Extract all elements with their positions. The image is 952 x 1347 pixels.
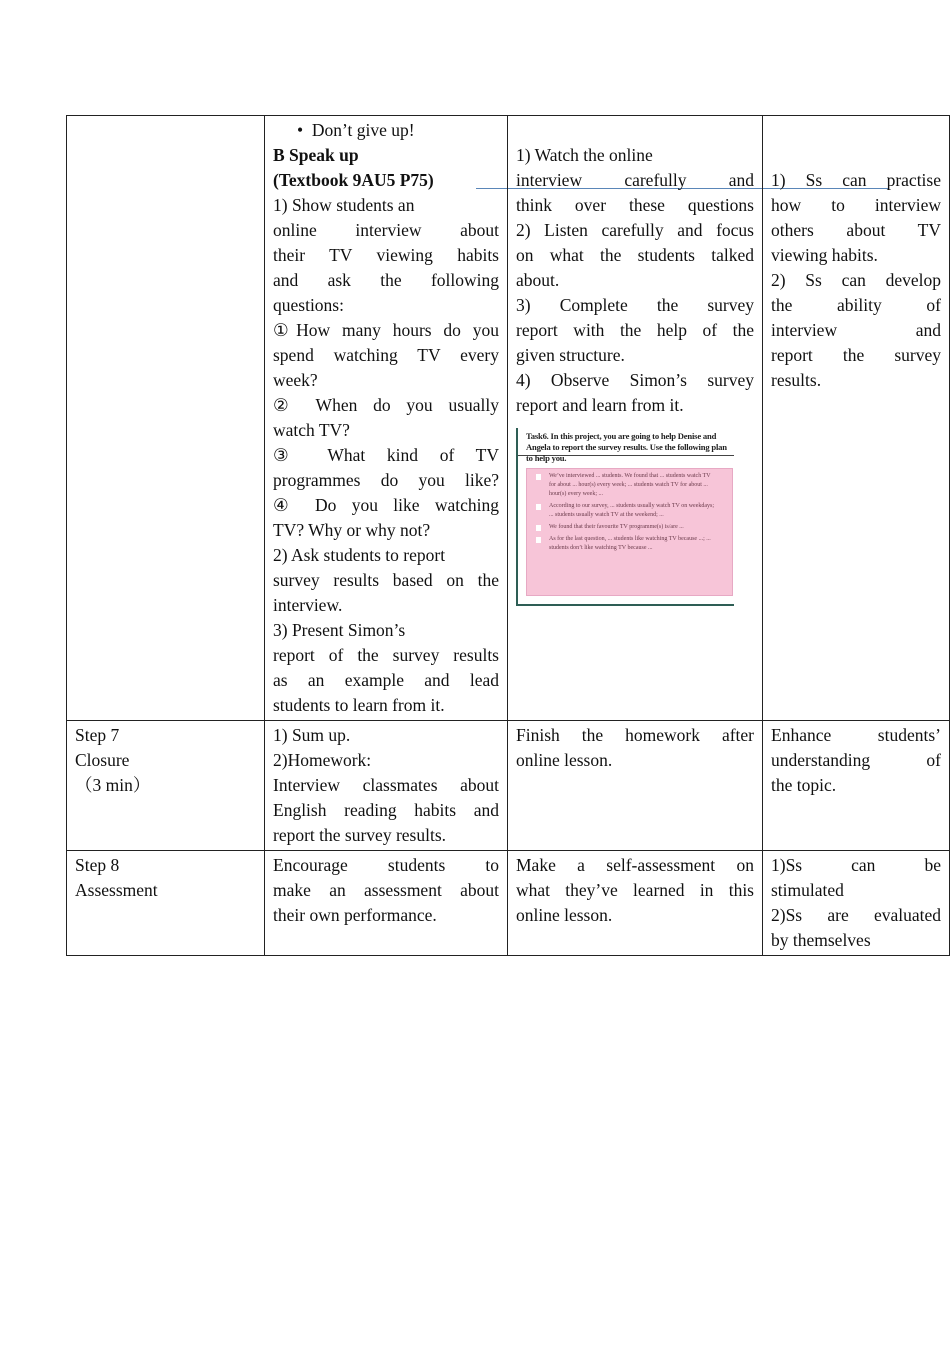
purpose-cell (763, 851, 950, 956)
text-line: Enhance students’ (771, 725, 941, 745)
text-line: Make a self-assessment on (516, 855, 754, 875)
text-line: 4) Observe Simon’s survey (516, 370, 754, 390)
step-name: Closure (75, 750, 130, 770)
task-line: hour(s) every week; ... (549, 491, 603, 497)
text-line: on what the students talked (516, 245, 754, 265)
text-line: students to learn from it. (273, 695, 445, 715)
purpose-cell (763, 721, 950, 851)
task-line: ... students usually watch TV at the weekend; ... (549, 512, 664, 518)
text-line: interview carefully and (516, 170, 754, 190)
text-line: think over these questions (516, 195, 754, 215)
text-line: online lesson. (516, 750, 613, 770)
text-line: 1) Sum up. (273, 725, 351, 745)
text-line: watch TV? (273, 420, 350, 440)
task-heading: Task6. In this project, you are going to help Denise and Angela to report the survey results. Use the following plan to help you. (518, 428, 734, 456)
text-line: the ability of (771, 295, 941, 315)
text-line: make an assessment about (273, 880, 499, 900)
step-name: Assessment (75, 880, 158, 900)
table-row (67, 116, 950, 721)
text-line: online lesson. (516, 905, 613, 925)
text-line: programmes do you like? (273, 470, 499, 490)
text-line: and ask the following (273, 270, 499, 290)
text-line: their TV viewing habits (273, 245, 499, 265)
text-line: week? (273, 370, 318, 390)
text-line: questions: (273, 295, 344, 315)
text-line: 3) Present Simon’s (273, 620, 406, 640)
step-cell (67, 851, 265, 956)
task-line: According to our survey, ... students usually watch TV on weekdays; (527, 502, 732, 511)
section-heading: B Speak up (273, 145, 359, 165)
text-line: interview. (273, 595, 343, 615)
text-line: English reading habits and (273, 800, 499, 820)
spacer (771, 118, 941, 168)
bullet-item: • Don’t give up! (297, 120, 415, 140)
activities-cell (508, 721, 763, 851)
text-line: 2) Ss can develop (771, 270, 941, 290)
text-line: 2) Listen carefully and focus (516, 220, 754, 240)
table-row (67, 721, 950, 851)
procedure-cell (265, 851, 508, 956)
task-screenshot-image (516, 428, 734, 606)
text-line: their own performance. (273, 905, 437, 925)
text-line: viewing habits. (771, 245, 878, 265)
task-line: for about ... hour(s) every week; ... students watch TV for about ... (549, 482, 708, 488)
text-line: 2) Ask students to report (273, 545, 446, 565)
text-line: spend watching TV every (273, 345, 499, 365)
text-line: report and learn from it. (516, 395, 684, 415)
text-line: 2)Ss are evaluated (771, 905, 941, 925)
step-title: Step 7 (75, 725, 120, 745)
text-line: survey results based on the (273, 570, 499, 590)
text-line: the topic. (771, 775, 837, 795)
task-line: We’ve interviewed ... students. We found that ... students watch TV (527, 472, 732, 481)
task-line: students don’t like watching TV because ... (549, 545, 653, 551)
text-line: about. (516, 270, 560, 290)
step-cell (67, 116, 265, 721)
text-line: 3) Complete the survey (516, 295, 754, 315)
activities-cell (508, 851, 763, 956)
step-duration: （3 min） (75, 775, 151, 795)
spacer (516, 118, 754, 143)
text-line: by themselves (771, 930, 871, 950)
procedure-cell (265, 116, 508, 721)
text-line: Finish the homework after (516, 725, 754, 745)
lesson-plan-table (66, 115, 950, 956)
text-line: ④ Do you like watching (273, 495, 499, 515)
step-cell (67, 721, 265, 851)
text-line: 1)Ss can be (771, 855, 941, 875)
text-line: others about TV (771, 220, 941, 240)
text-line: report the survey results. (273, 825, 447, 845)
text-line: understanding of (771, 750, 941, 770)
text-line: report of the survey results (273, 645, 499, 665)
text-line: ③ What kind of TV (273, 445, 499, 465)
text-line: 1) Watch the online (516, 145, 653, 165)
purpose-cell (763, 116, 950, 721)
text-line: TV? Why or why not? (273, 520, 431, 540)
text-line: given structure. (516, 345, 625, 365)
text-line: ② When do you usually (273, 395, 499, 415)
text-line: report the survey (771, 345, 941, 365)
task-line: We found that their favourite TV programme(s) is/are ... (527, 523, 732, 532)
procedure-cell (265, 721, 508, 851)
text-line: as an example and lead (273, 670, 499, 690)
text-line: 1) Show students an (273, 195, 415, 215)
task-line: As for the last question, ... students like watching TV because ...; ... (527, 535, 732, 544)
table-row (67, 851, 950, 956)
text-line: ①How many hours do you (273, 320, 499, 340)
text-line: interview and (771, 320, 941, 340)
text-line: what they’ve learned in this (516, 880, 754, 900)
text-line: report with the help of the (516, 320, 754, 340)
text-line: Interview classmates about (273, 775, 499, 795)
activities-cell (508, 116, 763, 721)
text-line: online interview about (273, 220, 499, 240)
text-line: 2)Homework: (273, 750, 372, 770)
textbook-reference: (Textbook 9AU5 P75) (273, 170, 434, 190)
text-line: 1) Ss can practise (771, 170, 941, 190)
text-line: how to interview (771, 195, 941, 215)
text-line: results. (771, 370, 822, 390)
text-line: stimulated (771, 880, 844, 900)
step-title: Step 8 (75, 855, 120, 875)
task-plan-box (526, 468, 733, 596)
text-line: Encourage students to (273, 855, 499, 875)
